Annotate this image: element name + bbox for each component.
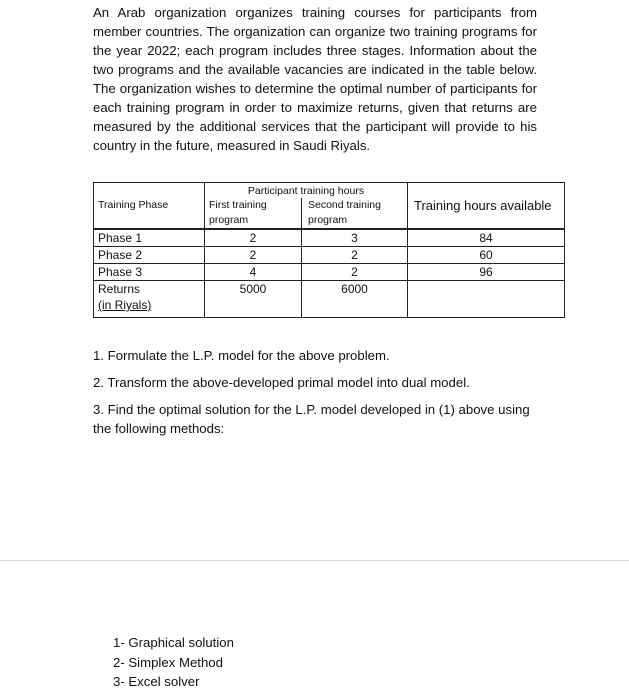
group-header: Participant training hours: [205, 183, 408, 199]
second-program-header-line2: program: [308, 214, 348, 226]
first-program-hours: 2: [205, 229, 302, 247]
table-row: [94, 264, 565, 281]
returns-row: [94, 281, 565, 318]
question-2: 2. Transform the above-developed primal model into dual model.: [93, 375, 470, 390]
returns-label: [94, 281, 205, 318]
returns-empty-cell: [408, 281, 565, 318]
phase-label: Phase 3: [94, 264, 205, 281]
returns-label-line1: Returns: [98, 282, 141, 296]
page-divider: [0, 560, 629, 561]
available-hours: 60: [408, 247, 565, 264]
method-item: 1- Graphical solution: [113, 635, 234, 650]
second-program-hours: 2: [302, 264, 408, 281]
method-item: 3- Excel solver: [113, 674, 200, 689]
phase-label: Phase 1: [94, 229, 205, 247]
question-1: 1. Formulate the L.P. model for the above problem.: [93, 348, 390, 363]
training-table: [93, 182, 565, 318]
method-item: 2- Simplex Method: [113, 655, 223, 670]
second-program-header-line1: Second training: [308, 199, 381, 211]
first-program-header-line2: program: [209, 214, 249, 226]
table-header-row-1: [94, 183, 565, 199]
second-program-hours: 3: [302, 229, 408, 247]
first-program-header: [205, 198, 302, 229]
first-program-header-line1: First training: [209, 199, 267, 211]
available-header: Training hours available: [408, 183, 565, 230]
phase-label: Phase 2: [94, 247, 205, 264]
phase-header: Training Phase: [94, 183, 205, 230]
returns-label-line2: (in Riyals): [98, 298, 152, 312]
table-row: [94, 229, 565, 247]
first-program-hours: 4: [205, 264, 302, 281]
second-program-hours: 2: [302, 247, 408, 264]
problem-statement: An Arab organization organizes training courses for participants from member countries. The organization can organize two training programs for the year 2022; each program includes three stages. Information about the two programs and the available vacancies are indicated in the table below. The organization wishes to determine the optimal number of participants for each training program in order to maximize returns, given that returns are measured by the additional services that the participant will provide to his country in the future, measured in Saudi Riyals.: [93, 5, 537, 153]
available-hours: 96: [408, 264, 565, 281]
returns-second: 6000: [302, 281, 408, 318]
second-program-header: [302, 198, 408, 229]
table-row: [94, 247, 565, 264]
returns-first: 5000: [205, 281, 302, 318]
available-hours: 84: [408, 229, 565, 247]
first-program-hours: 2: [205, 247, 302, 264]
question-3: 3. Find the optimal solution for the L.P. model developed in (1) above using the following methods:: [93, 402, 530, 436]
